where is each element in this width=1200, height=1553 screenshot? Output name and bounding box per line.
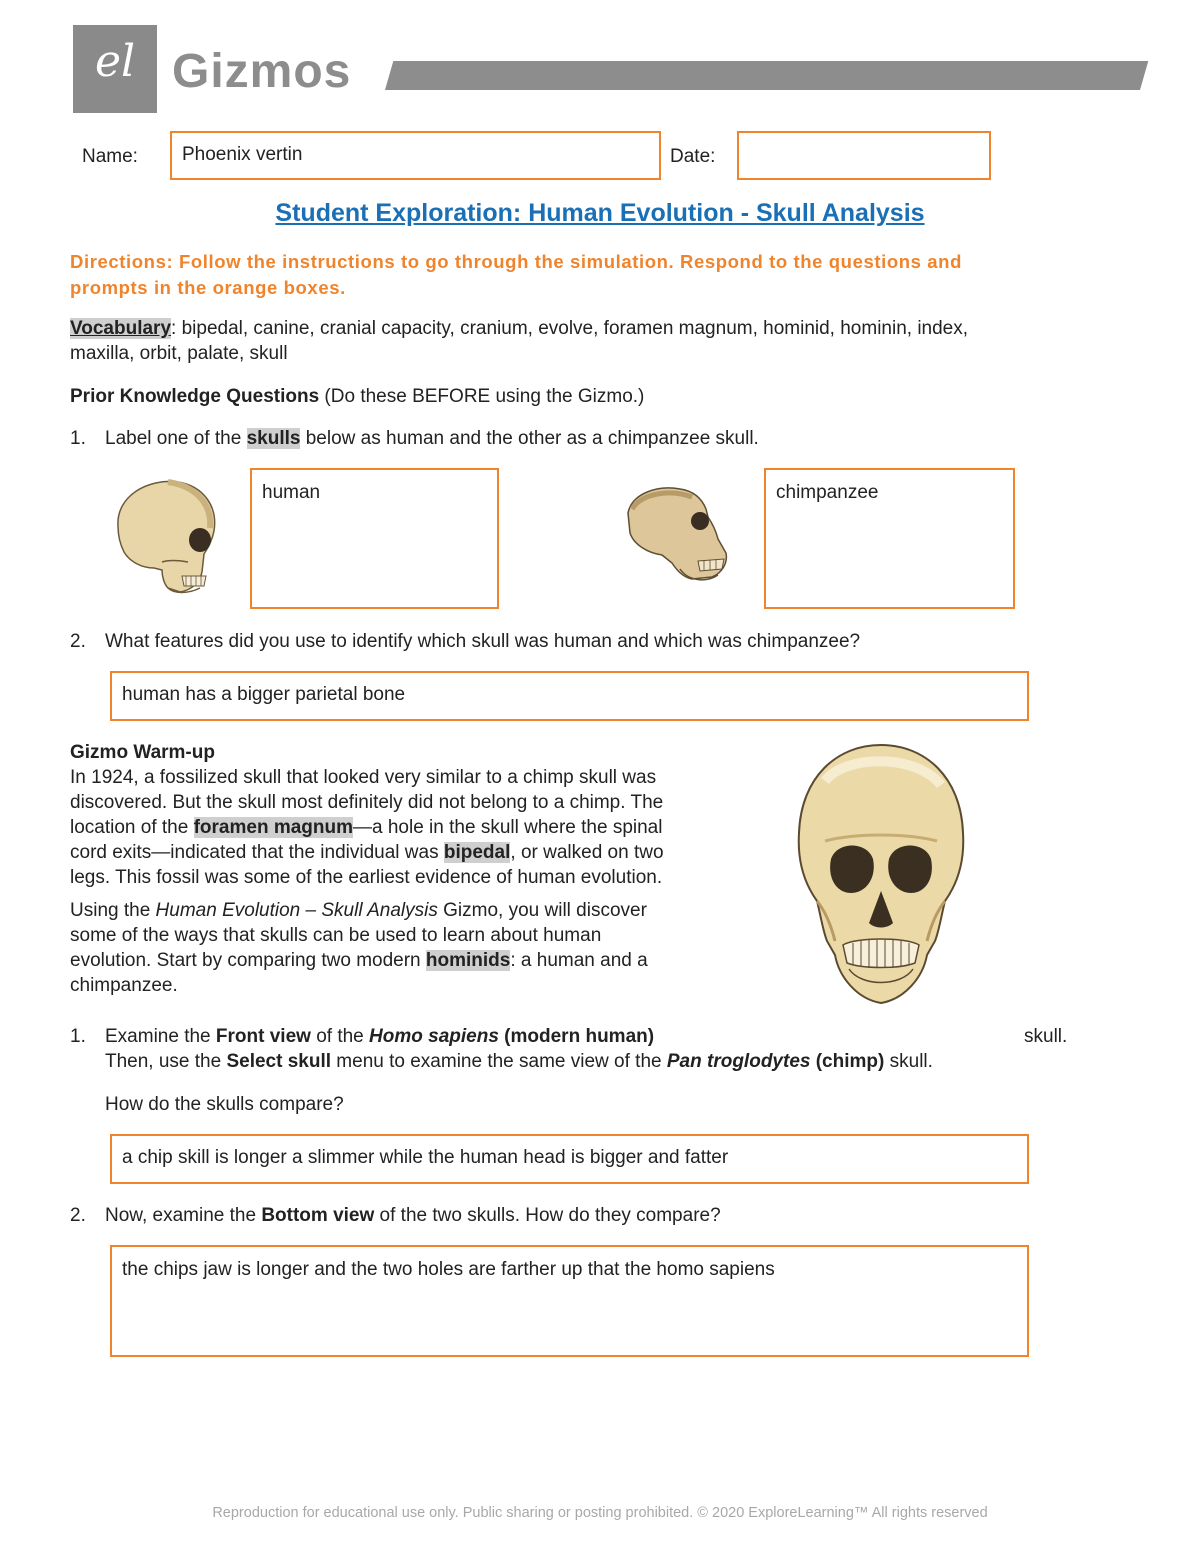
gizmo-name: Human Evolution – Skull Analysis [155, 900, 438, 921]
activity-q2-number: 2. [70, 1205, 86, 1226]
activity-q1-number: 1. [70, 1026, 86, 1047]
chimp-skull-side-image [622, 483, 730, 583]
warmup-p2-line1-a: Using the [70, 900, 156, 921]
chimp-term: (chimp) [810, 1051, 885, 1072]
warmup-p1-line5: legs. This fossil was some of the earliest evidence of human evolution. [70, 867, 663, 888]
activity-q1-answer-box[interactable] [110, 1134, 1029, 1184]
activity-q2-c: of the two skulls. How do they compare? [374, 1205, 721, 1226]
prior-q1-highlight: skulls [246, 428, 301, 449]
human-skull-side-image [108, 476, 220, 596]
chimpanzee-label-value: chimpanzee [776, 482, 879, 503]
vocabulary [70, 316, 1140, 366]
prior-q2-number: 2. [70, 631, 86, 652]
human-skull-front-image [795, 741, 968, 1009]
warmup-p1-line2: discovered. But the skull most definitely did not belong to a chimp. The [70, 792, 664, 813]
activity-q2-answer: the chips jaw is longer and the two holes are farther up that the homo sapiens [122, 1259, 775, 1280]
activity-q1-l2-a: Then, use the [105, 1051, 227, 1072]
prior-q2-answer: human has a bigger parietal bone [122, 684, 406, 705]
warmup-section [70, 740, 760, 998]
bottom-view-term: Bottom view [261, 1205, 375, 1226]
name-field[interactable] [170, 131, 661, 180]
warmup-p1-line4 [70, 840, 760, 865]
prior-q1-text [105, 428, 759, 450]
activity-q2-text [105, 1205, 721, 1227]
gizmos-logo-text: Gizmos [172, 45, 352, 98]
warmup-p1-line3-b: —a hole in the skull where the spinal [353, 817, 663, 838]
prior-heading-note: (Do these BEFORE using the Gizmo.) [319, 386, 645, 407]
warmup-p1-line1: In 1924, a fossilized skull that looked very similar to a chimp skull was [70, 767, 657, 788]
activity-q1-skull-word: skull. [1024, 1026, 1068, 1047]
date-label: Date: [670, 146, 716, 167]
vocabulary-label: Vocabulary [70, 318, 172, 339]
warmup-p1-line4-b: , or walked on two [510, 842, 664, 863]
warmup-p2-line4: chimpanzee. [70, 975, 178, 996]
prior-q1-b: below as human and the other as a chimpanzee skull. [300, 428, 759, 449]
prior-knowledge-heading [70, 384, 644, 409]
warmup-p1-line3 [70, 815, 760, 840]
activity-q1-answer: a chip skill is longer a slimmer while the human head is bigger and fatter [122, 1147, 729, 1168]
warmup-p2-line1 [70, 898, 760, 923]
vocabulary-list-2: maxilla, orbit, palate, skull [70, 343, 288, 364]
warmup-p2-line1-b: Gizmo, you will discover [437, 900, 647, 921]
activity-q2-answer-box[interactable] [110, 1245, 1029, 1357]
logo-glyph: el [94, 36, 136, 87]
human-label-value: human [262, 482, 321, 503]
date-field[interactable] [737, 131, 991, 180]
activity-q1-line1 [105, 1026, 654, 1048]
activity-q2-a: Now, examine the [105, 1205, 262, 1226]
header-bar [385, 61, 1148, 90]
warmup-p1-line4-a: cord exits—indicated that the individual was [70, 842, 444, 863]
chimpanzee-label-box[interactable] [764, 468, 1015, 609]
activity-q1-l2-c: menu to examine the same view of the [331, 1051, 667, 1072]
warmup-p1-line3-a: location of the [70, 817, 194, 838]
directions [70, 249, 1130, 301]
warmup-p2-line3-a: evolution. Start by comparing two modern [70, 950, 426, 971]
activity-q1-line2 [105, 1051, 933, 1073]
homo-sapiens-term: Homo sapiens [369, 1026, 499, 1047]
activity-q1-a: Examine the [105, 1026, 216, 1047]
warmup-p2-line3-b: : a human and a [510, 950, 648, 971]
activity-q1-l2-f: skull. [884, 1051, 933, 1072]
copyright-footer: Reproduction for educational use only. Public sharing or posting prohibited. © 2020 ExploreLearning™ All rights reserved [212, 1505, 988, 1521]
directions-line-2: prompts in the orange boxes. [70, 277, 346, 298]
pan-troglodytes-term: Pan troglodytes [666, 1051, 811, 1072]
modern-human-term: (modern human) [498, 1026, 655, 1047]
name-value: Phoenix vertin [182, 144, 303, 165]
activity-q1-prompt: How do the skulls compare? [105, 1094, 344, 1115]
prior-q2-text: What features did you use to identify which skull was human and which was chimpanzee? [105, 631, 861, 652]
activity-q1-c: of the [310, 1026, 370, 1047]
foramen-magnum-term: foramen magnum [193, 817, 354, 838]
hominids-term: hominids [425, 950, 511, 971]
select-skull-term: Select skull [226, 1051, 332, 1072]
human-label-box[interactable] [250, 468, 499, 609]
prior-q2-answer-box[interactable] [110, 671, 1029, 721]
warmup-p2-line3 [70, 948, 760, 973]
page-title: Student Exploration: Human Evolution - Skull Analysis [275, 199, 925, 227]
warmup-p2-line2: some of the ways that skulls can be used to learn about human [70, 925, 602, 946]
date-value [739, 133, 989, 155]
directions-line-1: Directions: Follow the instructions to go through the simulation. Respond to the questions and [70, 251, 962, 272]
bipedal-term: bipedal [443, 842, 511, 863]
prior-heading-text: Prior Knowledge Questions [70, 386, 320, 407]
warmup-heading: Gizmo Warm-up [70, 742, 215, 763]
prior-q1-a: Label one of the [105, 428, 247, 449]
vocabulary-list-1: : bipedal, canine, cranial capacity, cranium, evolve, foramen magnum, hominid, hominin, index, [171, 318, 969, 339]
front-view-term: Front view [215, 1026, 311, 1047]
name-label: Name: [82, 146, 138, 167]
prior-q1-number: 1. [70, 428, 86, 449]
